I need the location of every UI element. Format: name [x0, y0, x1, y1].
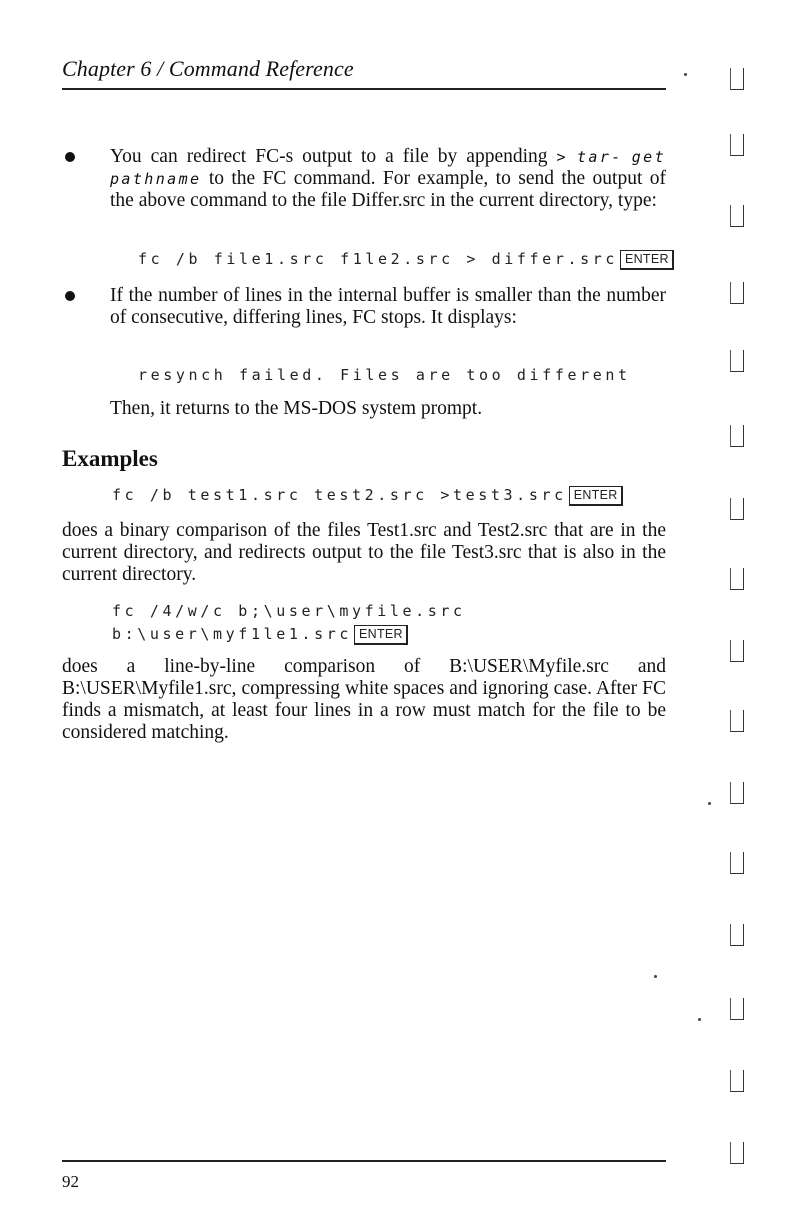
target-pathname-part2: get pathname: [110, 148, 666, 188]
margin-mark: [730, 710, 744, 732]
bullet-icon: [65, 152, 75, 162]
scan-speck: [698, 1018, 701, 1021]
scan-speck: [654, 975, 657, 978]
running-head: Chapter 6 / Command Reference: [62, 56, 354, 81]
enter-key-icon: ENTER: [620, 250, 674, 270]
margin-mark: [730, 852, 744, 874]
example2-description: does a line-by-line comparison of B:\USER\Myfile.src and B:\USER\Myfile1.src, compressing white spaces and ignoring case. After FC finds a mismatch, at least four lines in a row must match for the file to be considered matching.: [62, 656, 666, 743]
margin-mark: [730, 425, 744, 447]
margin-mark: [730, 640, 744, 662]
scan-speck: [708, 802, 711, 805]
bullet-text-before: You can redirect FC-s output to a file by appending: [110, 146, 557, 167]
code-example2-line2: [112, 625, 408, 645]
margin-mark: [730, 134, 744, 156]
code-example2-line2-text: b:\user\myf1le1.src: [112, 625, 352, 643]
margin-mark: [730, 350, 744, 372]
enter-key-icon: ENTER: [354, 625, 408, 645]
bullet-icon: [65, 291, 75, 301]
scan-speck: [684, 73, 687, 76]
margin-mark: [730, 782, 744, 804]
code-example1: [112, 486, 623, 506]
code-error-message: resynch failed. Files are too different: [138, 366, 631, 384]
bullet-text-buffer: If the number of lines in the internal buffer is smaller than the number of consecutive, differing lines, FC stops. It displays:: [110, 285, 666, 328]
margin-mark: [730, 282, 744, 304]
header-rule: [62, 88, 666, 90]
enter-key-icon: ENTER: [569, 486, 623, 506]
margin-mark: [730, 568, 744, 590]
margin-mark: [730, 1142, 744, 1164]
bullet-text-redirect: [110, 146, 666, 212]
redirect-symbol: >: [556, 148, 568, 166]
margin-mark: [730, 924, 744, 946]
code-redirect-example: [138, 250, 674, 270]
margin-mark: [730, 205, 744, 227]
bullet-item-redirect: [62, 146, 666, 246]
margin-mark: [730, 68, 744, 90]
code-example1-text: fc /b test1.src test2.src >test3.src: [112, 486, 567, 504]
examples-heading: Examples: [62, 446, 158, 471]
after-message-text: Then, it returns to the MS-DOS system prompt.: [110, 398, 483, 419]
margin-mark: [730, 498, 744, 520]
margin-mark: [730, 1070, 744, 1092]
target-pathname-part1: tar-: [576, 148, 623, 166]
margin-mark: [730, 998, 744, 1020]
page-number: 92: [62, 1172, 79, 1191]
example1-description: does a binary comparison of the files Test1.src and Test2.src that are in the current directory, and redirects output to the file Test3.src that is also in the current directory.: [62, 520, 666, 585]
code-example2-line1: fc /4/w/c b;\user\myfile.src: [112, 602, 466, 620]
bullet-text-after: to the FC command. For example, to send the output of the above command to the file Differ.src in the current directory, type:: [110, 168, 666, 211]
footer-rule: [62, 1160, 666, 1162]
bullet-item-buffer: [62, 285, 666, 355]
code-redirect-text: fc /b file1.src f1le2.src > differ.src: [138, 250, 618, 268]
